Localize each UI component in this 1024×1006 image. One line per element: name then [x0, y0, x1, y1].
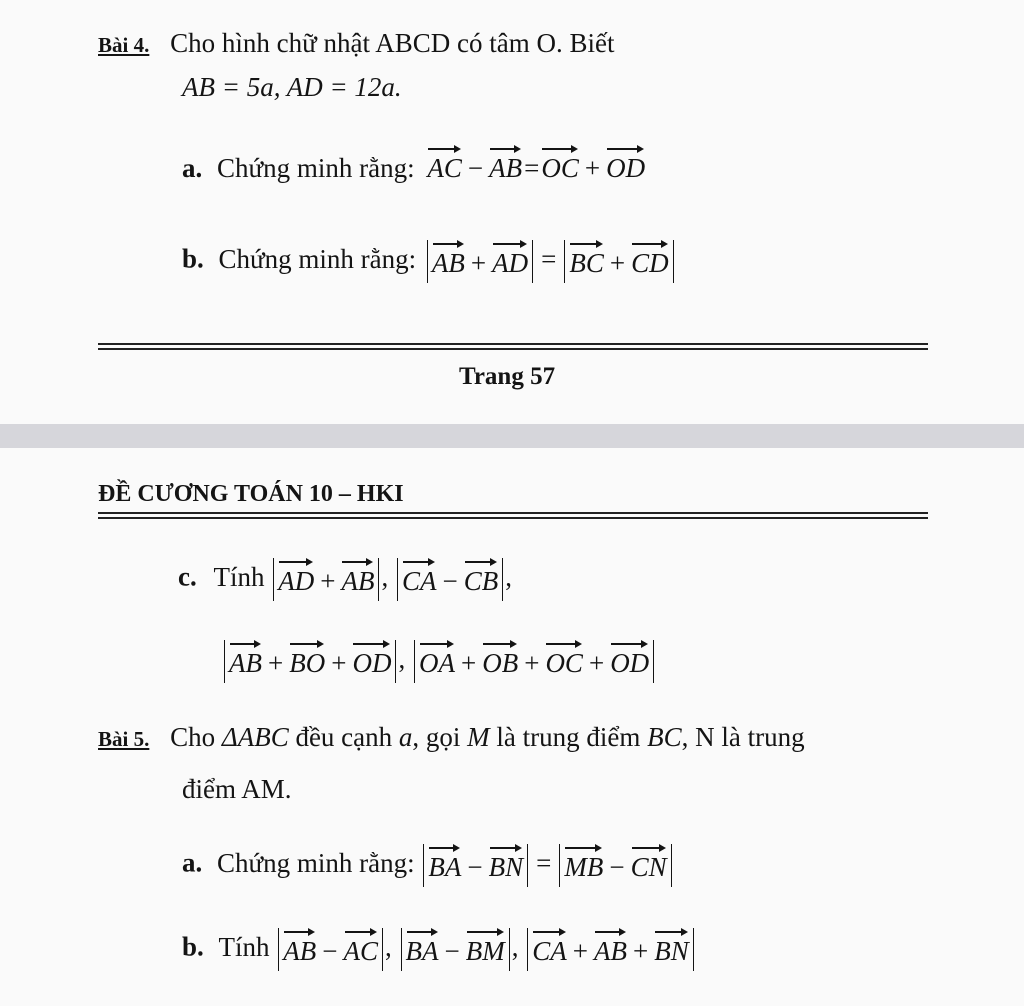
bai4-part-a — [182, 155, 645, 182]
vector-oc: OC — [545, 648, 583, 678]
bai5-intro-start: Cho — [170, 722, 216, 752]
vector-ab: AB — [283, 936, 317, 966]
part-b-text: Chứng minh rằng: — [218, 243, 417, 274]
bai4-part-b — [182, 240, 676, 283]
vector-od: OD — [606, 153, 646, 183]
abs-ab-plus-ad: AB + AD — [427, 240, 533, 283]
vector-ad: AD — [492, 248, 529, 278]
vector-ab: AB — [489, 153, 523, 183]
bai5-part-b-label: b. — [182, 931, 204, 962]
bai5-part-a-text: Chứng minh rằng: — [217, 847, 415, 878]
vector-bn: BN — [488, 852, 524, 882]
abs-bc-plus-cd: BC + CD — [564, 240, 673, 283]
bai5-part-a-equation: BA − BN = MB − CN — [421, 848, 673, 878]
vector-cn: CN — [630, 852, 667, 882]
header-rule-1 — [98, 512, 928, 514]
bai5-intro-mid2: , gọi — [412, 722, 461, 752]
segment-bc: BC — [647, 722, 682, 752]
doc-header: ĐỀ CƯƠNG TOÁN 10 – HKI — [98, 481, 404, 507]
divider-top-1 — [98, 343, 928, 345]
vector-cd: CD — [631, 248, 669, 278]
bai4-label: Bài 4. — [98, 33, 150, 57]
bai4-intro: Cho hình chữ nhật ABCD có tâm O. Biết — [170, 28, 615, 58]
vector-bm: BM — [465, 936, 505, 966]
bai5-line-2: điểm AM. — [182, 774, 292, 804]
bai5-label: Bài 5. — [98, 727, 150, 751]
part-c-expr-1: AD + AB , CA − CB , — [271, 562, 512, 592]
part-c-text: Tính — [213, 561, 265, 592]
vector-oa: OA — [418, 648, 455, 678]
bai4-given: AB = 5a, AD = 12a. — [182, 72, 402, 102]
point-m: M — [467, 722, 490, 752]
page-top — [0, 0, 1024, 424]
triangle-abc: ΔABC — [221, 722, 289, 752]
bai5-part-b-expr: AB − AC , BA − BM , CA + AB + BN — [276, 932, 695, 962]
bai4-heading — [98, 30, 614, 57]
vector-ab: AB — [229, 648, 262, 678]
divider-top-2 — [98, 348, 928, 350]
vector-bn: BN — [654, 936, 689, 966]
vector-ca: CA — [401, 566, 437, 596]
bai5-intro-mid: đều cạnh — [295, 722, 393, 752]
part-c-line-1 — [178, 558, 512, 601]
vector-ab: AB — [594, 936, 627, 966]
part-b-equation: AB + AD = BC + CD — [425, 244, 676, 274]
page-bottom — [0, 448, 1024, 1006]
page-gap — [0, 424, 1024, 448]
part-c-label: c. — [178, 561, 197, 592]
bai5-part-b-text: Tính — [218, 931, 270, 962]
part-c-expr-2: AB + BO + OD , OA + OB + OC + OD — [222, 644, 656, 674]
header-rule-2 — [98, 517, 928, 519]
part-a-text: Chứng minh rằng: — [217, 153, 415, 183]
vector-bc: BC — [569, 248, 604, 278]
bai5-intro-mid3: là trung điểm — [496, 722, 641, 752]
part-c-line-2 — [222, 640, 656, 683]
part-a-label: a. — [182, 153, 203, 183]
bai5-part-a-label: a. — [182, 847, 203, 878]
vector-mb: MB — [564, 852, 604, 882]
bai5-part-a — [182, 844, 674, 887]
bai5-heading — [98, 724, 805, 751]
vector-ad: AD — [278, 566, 315, 596]
vector-od: OD — [352, 648, 392, 678]
part-b-label: b. — [182, 243, 204, 274]
vector-ca: CA — [532, 936, 567, 966]
vector-cb: CB — [463, 566, 499, 596]
vector-ab: AB — [431, 248, 465, 278]
vector-od: OD — [610, 648, 650, 678]
vector-oc: OC — [541, 153, 579, 183]
bai5-intro-end: , N là trung — [681, 722, 805, 752]
vector-ab: AB — [341, 566, 375, 596]
vector-ac: AC — [427, 153, 462, 183]
page-number: Trang 57 — [459, 363, 556, 390]
bai5-part-b — [182, 928, 696, 971]
part-a-equation: AC − AB=OC + OD — [427, 153, 646, 183]
vector-ba: BA — [428, 852, 462, 882]
vector-ac: AC — [343, 936, 379, 966]
vector-bo: BO — [289, 648, 326, 678]
vector-ob: OB — [482, 648, 519, 678]
vector-ba: BA — [405, 936, 439, 966]
side-a: a — [398, 722, 413, 752]
